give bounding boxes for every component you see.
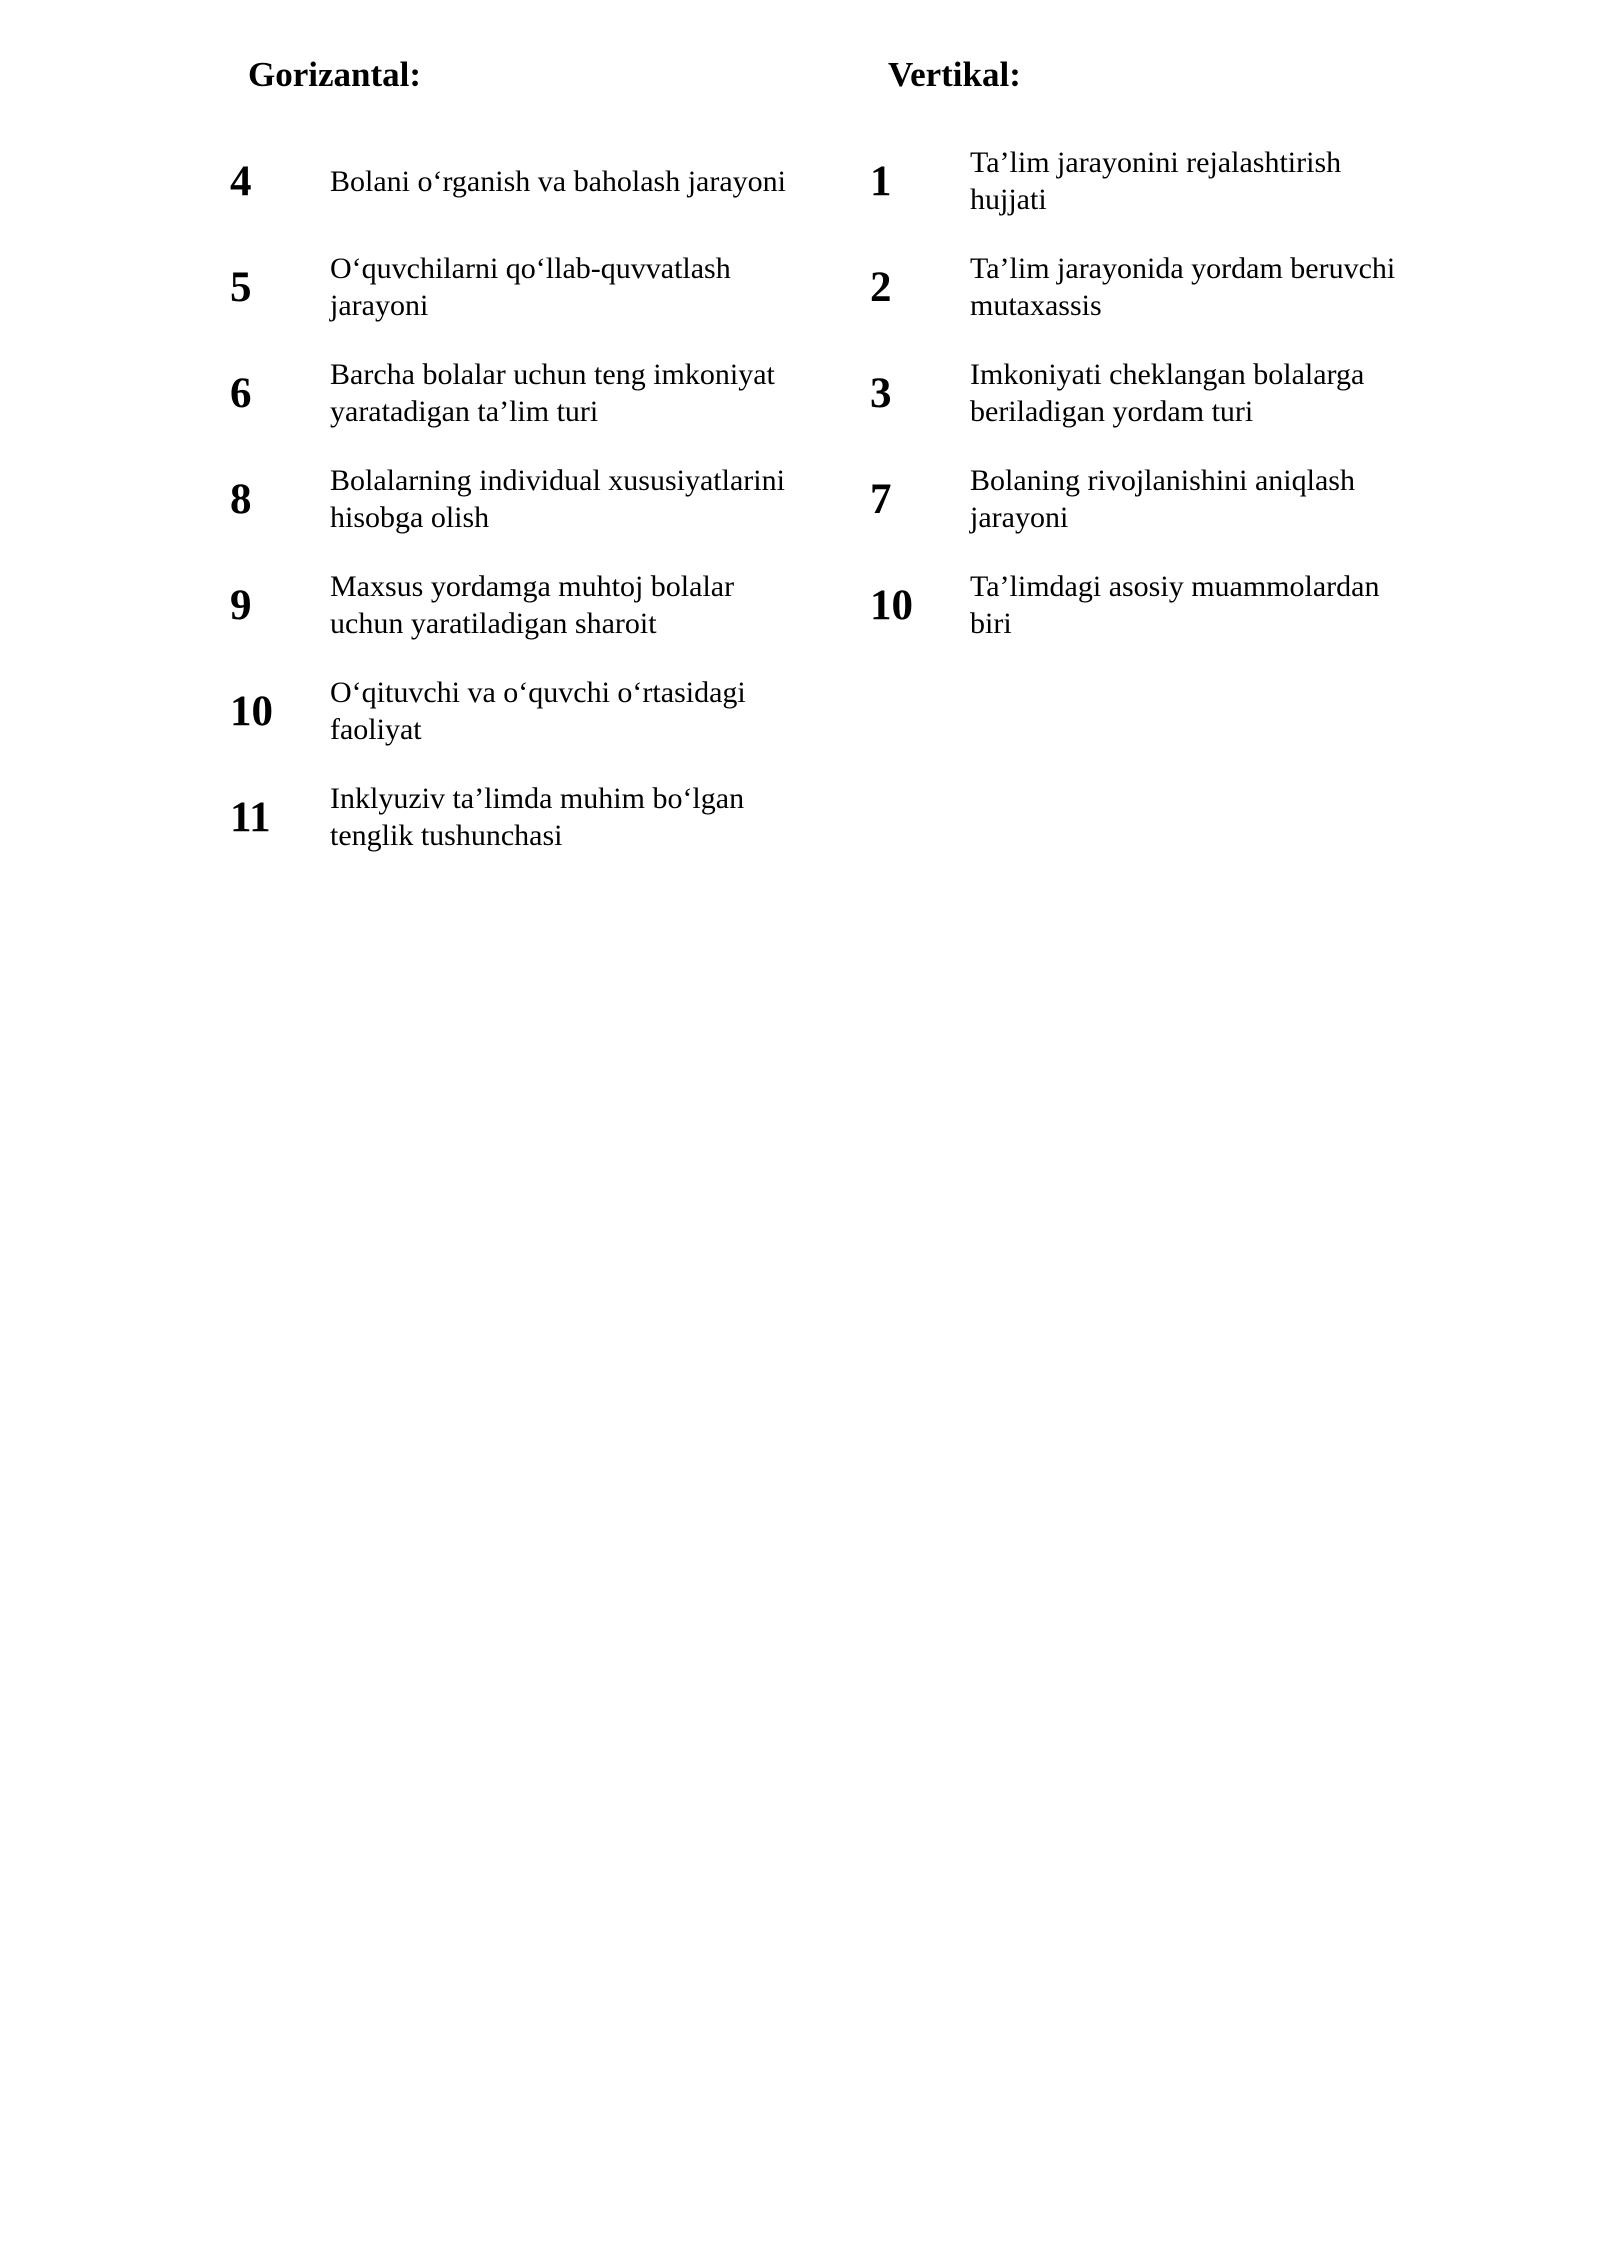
clue-number: 3 — [870, 369, 892, 417]
clue-text: Inklyuziv ta’limda muhim bo‘lgan tenglik tushunchasi — [330, 782, 745, 852]
clue-text: Bolaning rivojlanishini aniqlash jarayoni — [970, 464, 1355, 534]
clue-number: 11 — [230, 793, 271, 841]
clue-text: Ta’lim jarayonida yordam beruvchi mutaxassis — [970, 252, 1396, 322]
clue-text: Maxsus yordamga muhtoj bolalar uchun yaratiladigan sharoit — [330, 570, 735, 640]
clue-number: 10 — [230, 687, 273, 735]
horizontal-clue-list — [230, 128, 786, 870]
clue-item — [230, 340, 786, 446]
clue-text: Barcha bolalar uchun teng imkoniyat yaratadigan ta’lim turi — [330, 358, 775, 428]
clue-item — [230, 658, 786, 764]
clue-item — [230, 552, 786, 658]
clue-text: O‘qituvchi va o‘quvchi o‘rtasidagi faoliyat — [330, 676, 746, 746]
clue-text: Bolani o‘rganish va baholash jarayoni — [330, 164, 787, 198]
clue-text: Ta’limdagi asosiy muammolardan biri — [970, 570, 1380, 640]
clue-text: Bolalarning individual xususiyatlarini hisobga olish — [330, 464, 785, 534]
clue-number: 6 — [230, 369, 252, 417]
clue-item — [870, 234, 1395, 340]
clue-number: 10 — [870, 581, 913, 629]
clue-number: 8 — [230, 475, 252, 523]
clue-number: 9 — [230, 581, 252, 629]
clue-item — [870, 552, 1395, 658]
clue-item — [230, 446, 786, 552]
horizontal-heading: Gorizantal: — [248, 55, 422, 94]
clue-number: 4 — [230, 157, 252, 205]
clue-item — [230, 128, 786, 234]
clue-item — [870, 128, 1395, 234]
clue-item — [230, 234, 786, 340]
vertical-heading: Vertikal: — [888, 55, 1021, 94]
clue-number: 1 — [870, 157, 892, 205]
clue-item — [870, 340, 1395, 446]
clue-item — [230, 764, 786, 870]
vertical-clue-list — [870, 128, 1395, 658]
clue-text: Ta’lim jarayonini rejalashtirish hujjati — [970, 146, 1342, 216]
clue-number: 2 — [870, 263, 892, 311]
clue-text: O‘quvchilarni qo‘llab-quvvatlash jarayoni — [330, 252, 731, 322]
clue-number: 5 — [230, 263, 252, 311]
clue-item — [870, 446, 1395, 552]
clue-number: 7 — [870, 475, 892, 523]
clue-text: Imkoniyati cheklangan bolalarga beriladigan yordam turi — [970, 358, 1365, 428]
